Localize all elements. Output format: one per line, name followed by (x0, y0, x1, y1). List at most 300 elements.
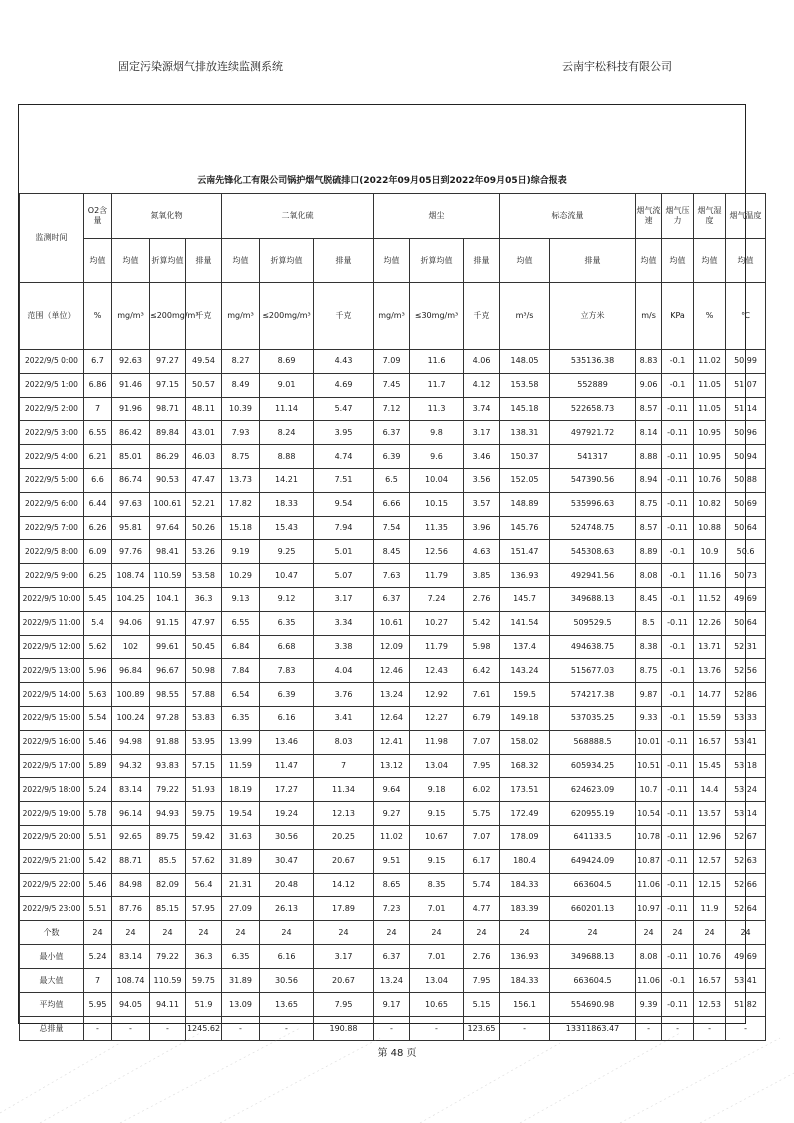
table-cell: 10.01 (636, 730, 662, 754)
table-cell: 91.46 (112, 373, 150, 397)
table-cell: 7.61 (464, 683, 500, 707)
sub-dust-emission: 排量 (464, 239, 500, 283)
table-cell: 86.29 (150, 445, 186, 469)
table-cell: 8.24 (260, 421, 314, 445)
table-cell: 7.63 (374, 564, 410, 588)
row-time: 2022/9/5 8:00 (20, 540, 84, 564)
table-cell: 59.42 (186, 825, 222, 849)
table-cell: 96.67 (150, 659, 186, 683)
table-cell: 5.89 (84, 754, 112, 778)
table-cell: 110.59 (150, 564, 186, 588)
summary-cell: 108.74 (112, 969, 150, 993)
row-time: 2022/9/5 17:00 (20, 754, 84, 778)
table-cell: 13.99 (222, 730, 260, 754)
table-cell: 99.61 (150, 635, 186, 659)
table-row (20, 350, 766, 374)
table-cell: 8.45 (636, 587, 662, 611)
summary-cell: -0.11 (662, 945, 694, 969)
table-cell: 660201.13 (550, 897, 636, 921)
table-cell: 6.16 (260, 706, 314, 730)
table-cell: 52.66 (726, 873, 766, 897)
table-cell: 10.61 (374, 611, 410, 635)
table-cell: 148.05 (500, 350, 550, 374)
table-cell: 7.07 (464, 825, 500, 849)
table-cell: -0.11 (662, 778, 694, 802)
table-cell: 16.57 (694, 730, 726, 754)
table-cell: 9.6 (410, 445, 464, 469)
table-cell: 21.31 (222, 873, 260, 897)
table-cell: 10.15 (410, 492, 464, 516)
table-cell: 13.24 (374, 683, 410, 707)
table-cell: -0.11 (662, 516, 694, 540)
table-cell: 91.88 (150, 730, 186, 754)
table-cell: 6.66 (374, 492, 410, 516)
table-cell: 84.98 (112, 873, 150, 897)
table-cell: 57.95 (186, 897, 222, 921)
table-cell: 5.54 (84, 706, 112, 730)
table-cell: 6.35 (222, 706, 260, 730)
table-cell: 10.9 (694, 540, 726, 564)
table-cell: 7 (84, 397, 112, 421)
table-cell: 6.37 (374, 587, 410, 611)
table-cell: 10.82 (694, 492, 726, 516)
table-row (20, 778, 766, 802)
table-cell: 50.99 (726, 350, 766, 374)
unit-so2-avg: mg/m³ (222, 283, 260, 350)
row-time: 2022/9/5 20:00 (20, 825, 84, 849)
table-cell: 85.15 (150, 897, 186, 921)
table-cell: 17.82 (222, 492, 260, 516)
summary-cell: 94.05 (112, 993, 150, 1017)
table-cell: 49.69 (726, 587, 766, 611)
summary-cell: - (726, 1017, 766, 1041)
table-cell: 9.33 (636, 706, 662, 730)
table-cell: 100.89 (112, 683, 150, 707)
table-cell: 152.05 (500, 468, 550, 492)
table-row (20, 659, 766, 683)
row-time: 2022/9/5 4:00 (20, 445, 84, 469)
summary-cell: 20.67 (314, 969, 374, 993)
summary-cell: 663604.5 (550, 969, 636, 993)
table-cell: 10.87 (636, 849, 662, 873)
table-cell: 11.02 (374, 825, 410, 849)
summary-cell: 349688.13 (550, 945, 636, 969)
table-cell: 86.74 (112, 468, 150, 492)
table-cell: 5.63 (84, 683, 112, 707)
col-nox: 氮氧化物 (112, 194, 222, 239)
table-row (20, 825, 766, 849)
table-cell: 6.39 (260, 683, 314, 707)
table-cell: 52.56 (726, 659, 766, 683)
table-cell: 86.42 (112, 421, 150, 445)
summary-cell: - (84, 1017, 112, 1041)
row-time: 2022/9/5 21:00 (20, 849, 84, 873)
table-cell: 9.19 (222, 540, 260, 564)
table-cell: 50.88 (726, 468, 766, 492)
summary-cell: 11.06 (636, 969, 662, 993)
table-cell: 52.31 (726, 635, 766, 659)
table-cell: 149.18 (500, 706, 550, 730)
table-cell: 12.26 (694, 611, 726, 635)
table-cell: 6.6 (84, 468, 112, 492)
unit-dust-emission: 千克 (464, 283, 500, 350)
table-cell: 12.57 (694, 849, 726, 873)
table-row (20, 540, 766, 564)
row-time: 2022/9/5 11:00 (20, 611, 84, 635)
table-cell: 49.54 (186, 350, 222, 374)
summary-cell: 94.11 (150, 993, 186, 1017)
unit-so2-converted: ≤200mg/m³ (260, 283, 314, 350)
table-cell: 92.63 (112, 350, 150, 374)
table-cell: 94.06 (112, 611, 150, 635)
table-cell: 13.57 (694, 802, 726, 826)
unit-nox-converted: ≤200mg/m³ (150, 283, 186, 350)
table-cell: 8.45 (374, 540, 410, 564)
table-cell: 7.07 (464, 730, 500, 754)
table-cell: 5.98 (464, 635, 500, 659)
table-cell: 11.47 (260, 754, 314, 778)
col-o2: O2含量 (84, 194, 112, 239)
table-cell: 3.38 (314, 635, 374, 659)
table-cell: 6.02 (464, 778, 500, 802)
summary-cell: 24 (222, 921, 260, 945)
table-cell: 8.57 (636, 516, 662, 540)
sub-nox-converted: 折算均值 (150, 239, 186, 283)
table-cell: 50.64 (726, 611, 766, 635)
table-cell: 4.69 (314, 373, 374, 397)
summary-cell: 6.37 (374, 945, 410, 969)
table-cell: 8.27 (222, 350, 260, 374)
table-cell: 4.43 (314, 350, 374, 374)
table-cell: 158.02 (500, 730, 550, 754)
table-cell: 5.24 (84, 778, 112, 802)
summary-cell: 13.24 (374, 969, 410, 993)
table-cell: 7.01 (410, 897, 464, 921)
table-cell: 7.83 (260, 659, 314, 683)
summary-cell: 3.17 (314, 945, 374, 969)
summary-cell: 554690.98 (550, 993, 636, 1017)
table-cell: 85.01 (112, 445, 150, 469)
table-cell: 91.96 (112, 397, 150, 421)
sub-so2-converted: 折算均值 (260, 239, 314, 283)
row-time: 2022/9/5 12:00 (20, 635, 84, 659)
table-cell: 14.21 (260, 468, 314, 492)
table-cell: -0.1 (662, 373, 694, 397)
summary-row (20, 993, 766, 1017)
table-cell: 12.43 (410, 659, 464, 683)
summary-cell: 13311863.47 (550, 1017, 636, 1041)
row-time: 2022/9/5 6:00 (20, 492, 84, 516)
sub-so2-avg: 均值 (222, 239, 260, 283)
summary-cell: 10.65 (410, 993, 464, 1017)
table-cell: 8.57 (636, 397, 662, 421)
table-cell: 522658.73 (550, 397, 636, 421)
table-cell: -0.11 (662, 730, 694, 754)
summary-label: 最小值 (20, 945, 84, 969)
table-cell: -0.11 (662, 421, 694, 445)
table-cell: -0.11 (662, 492, 694, 516)
table-row (20, 706, 766, 730)
table-cell: 141.54 (500, 611, 550, 635)
table-cell: 4.63 (464, 540, 500, 564)
table-row (20, 611, 766, 635)
table-cell: 6.84 (222, 635, 260, 659)
table-cell: 6.5 (374, 468, 410, 492)
table-cell: -0.1 (662, 683, 694, 707)
sub-humidity-avg: 均值 (694, 239, 726, 283)
table-cell: 11.9 (694, 897, 726, 921)
summary-cell: 30.56 (260, 969, 314, 993)
table-cell: 11.6 (410, 350, 464, 374)
summary-row (20, 945, 766, 969)
table-row (20, 754, 766, 778)
table-cell: 552889 (550, 373, 636, 397)
header-row-units (20, 283, 766, 350)
report-title: 云南先锋化工有限公司锅护烟气脱硫排口(2022年09月05日到2022年09月05日)综合报表 (197, 176, 567, 186)
table-cell: 53.58 (186, 564, 222, 588)
table-cell: 51.07 (726, 373, 766, 397)
table-cell: 50.94 (726, 445, 766, 469)
table-cell: 50.45 (186, 635, 222, 659)
table-cell: 18.33 (260, 492, 314, 516)
table-cell: 6.37 (374, 421, 410, 445)
table-cell: 568888.5 (550, 730, 636, 754)
table-cell: 51.93 (186, 778, 222, 802)
table-cell: 12.41 (374, 730, 410, 754)
table-cell: 14.77 (694, 683, 726, 707)
table-cell: 15.59 (694, 706, 726, 730)
table-cell: 9.18 (410, 778, 464, 802)
row-time: 2022/9/5 7:00 (20, 516, 84, 540)
summary-cell: 36.3 (186, 945, 222, 969)
table-cell: 12.56 (410, 540, 464, 564)
summary-cell: 8.08 (636, 945, 662, 969)
table-cell: 9.13 (222, 587, 260, 611)
range-label: 范围（单位） (20, 283, 84, 350)
table-cell: 12.96 (694, 825, 726, 849)
table-cell: 3.56 (464, 468, 500, 492)
summary-cell: 2.76 (464, 945, 500, 969)
table-cell: -0.1 (662, 350, 694, 374)
table-cell: 3.76 (314, 683, 374, 707)
table-row (20, 873, 766, 897)
table-cell: 52.64 (726, 897, 766, 921)
table-cell: 53.95 (186, 730, 222, 754)
summary-cell: 24 (150, 921, 186, 945)
table-cell: 51.14 (726, 397, 766, 421)
table-cell: 6.35 (260, 611, 314, 635)
table-cell: 5.45 (84, 587, 112, 611)
unit-velocity: m/s (636, 283, 662, 350)
summary-cell: 12.53 (694, 993, 726, 1017)
table-cell: 4.77 (464, 897, 500, 921)
table-cell: 3.46 (464, 445, 500, 469)
table-cell: 104.1 (150, 587, 186, 611)
sub-flow-emission: 排量 (550, 239, 636, 283)
table-cell: 36.3 (186, 587, 222, 611)
table-cell: 97.15 (150, 373, 186, 397)
col-flow: 标态流量 (500, 194, 636, 239)
table-cell: 97.63 (112, 492, 150, 516)
table-cell: 13.73 (222, 468, 260, 492)
page-number: 第 48 页 (377, 1048, 417, 1059)
table-row (20, 587, 766, 611)
summary-row (20, 921, 766, 945)
table-cell: 545308.63 (550, 540, 636, 564)
table-cell: 85.5 (150, 849, 186, 873)
table-cell: 8.14 (636, 421, 662, 445)
table-cell: 13.12 (374, 754, 410, 778)
table-cell: 5.75 (464, 802, 500, 826)
table-cell: 87.76 (112, 897, 150, 921)
summary-cell: 156.1 (500, 993, 550, 1017)
table-cell: 7.54 (374, 516, 410, 540)
summary-cell: 1245.62 (186, 1017, 222, 1041)
summary-cell: - (112, 1017, 150, 1041)
table-cell: 8.49 (222, 373, 260, 397)
summary-label: 最大值 (20, 969, 84, 993)
unit-so2-emission: 千克 (314, 283, 374, 350)
table-cell: 5.42 (464, 611, 500, 635)
table-cell: 13.04 (410, 754, 464, 778)
table-cell: 172.49 (500, 802, 550, 826)
table-row (20, 849, 766, 873)
table-cell: 8.75 (636, 492, 662, 516)
table-row (20, 897, 766, 921)
table-row (20, 802, 766, 826)
summary-cell: 13.09 (222, 993, 260, 1017)
table-cell: 52.67 (726, 825, 766, 849)
table-cell: 7.23 (374, 897, 410, 921)
table-cell: 8.88 (636, 445, 662, 469)
table-cell: 31.89 (222, 849, 260, 873)
summary-cell: - (150, 1017, 186, 1041)
table-cell: 8.65 (374, 873, 410, 897)
header-company-name: 云南宇松科技有限公司 (562, 60, 672, 73)
table-cell: 11.3 (410, 397, 464, 421)
table-cell: 12.15 (694, 873, 726, 897)
table-cell: 515677.03 (550, 659, 636, 683)
table-cell: 5.74 (464, 873, 500, 897)
table-cell: 9.25 (260, 540, 314, 564)
table-cell: 15.18 (222, 516, 260, 540)
table-cell: 641133.5 (550, 825, 636, 849)
table-cell: 94.93 (150, 802, 186, 826)
col-pressure: 烟气压力 (662, 194, 694, 239)
table-cell: 93.83 (150, 754, 186, 778)
table-cell: 52.63 (726, 849, 766, 873)
table-cell: 57.62 (186, 849, 222, 873)
table-cell: 6.09 (84, 540, 112, 564)
table-cell: 4.04 (314, 659, 374, 683)
summary-cell: 5.15 (464, 993, 500, 1017)
table-cell: 57.15 (186, 754, 222, 778)
table-cell: 59.75 (186, 802, 222, 826)
header-row-groups (20, 194, 766, 239)
table-cell: 13.46 (260, 730, 314, 754)
table-cell: 53.33 (726, 706, 766, 730)
summary-cell: - (260, 1017, 314, 1041)
table-cell: 537035.25 (550, 706, 636, 730)
table-cell: 15.43 (260, 516, 314, 540)
table-cell: 3.17 (464, 421, 500, 445)
table-cell: 10.88 (694, 516, 726, 540)
sub-flow-avg: 均值 (500, 239, 550, 283)
unit-humidity: % (694, 283, 726, 350)
table-cell: 6.17 (464, 849, 500, 873)
summary-cell: 190.88 (314, 1017, 374, 1041)
sub-so2-emission: 排量 (314, 239, 374, 283)
summary-cell: 6.16 (260, 945, 314, 969)
table-cell: 2.76 (464, 587, 500, 611)
table-cell: 6.55 (222, 611, 260, 635)
summary-cell: 53.41 (726, 969, 766, 993)
table-cell: 94.32 (112, 754, 150, 778)
table-cell: 19.54 (222, 802, 260, 826)
table-cell: 52.86 (726, 683, 766, 707)
row-time: 2022/9/5 14:00 (20, 683, 84, 707)
table-cell: 8.94 (636, 468, 662, 492)
table-cell: -0.11 (662, 445, 694, 469)
summary-cell: 24 (260, 921, 314, 945)
table-cell: 492941.56 (550, 564, 636, 588)
table-cell: 12.27 (410, 706, 464, 730)
table-cell: 151.47 (500, 540, 550, 564)
table-cell: 9.12 (260, 587, 314, 611)
table-cell: 12.92 (410, 683, 464, 707)
table-cell: -0.11 (662, 468, 694, 492)
table-cell: 7.12 (374, 397, 410, 421)
table-cell: 12.64 (374, 706, 410, 730)
table-cell: 547390.56 (550, 468, 636, 492)
table-cell: 11.59 (222, 754, 260, 778)
table-cell: 8.89 (636, 540, 662, 564)
table-row (20, 468, 766, 492)
table-cell: 10.47 (260, 564, 314, 588)
table-cell: 183.39 (500, 897, 550, 921)
table-cell: 7.93 (222, 421, 260, 445)
table-cell: 11.52 (694, 587, 726, 611)
col-humidity: 烟气湿度 (694, 194, 726, 239)
table-cell: 663604.5 (550, 873, 636, 897)
summary-cell: 24 (726, 921, 766, 945)
row-time: 2022/9/5 3:00 (20, 421, 84, 445)
table-cell: 9.64 (374, 778, 410, 802)
table-cell: 8.75 (222, 445, 260, 469)
table-cell: 6.54 (222, 683, 260, 707)
row-time: 2022/9/5 13:00 (20, 659, 84, 683)
table-cell: 173.51 (500, 778, 550, 802)
table-cell: 6.21 (84, 445, 112, 469)
table-cell: 10.51 (636, 754, 662, 778)
table-cell: 8.88 (260, 445, 314, 469)
table-cell: 100.61 (150, 492, 186, 516)
unit-nox-avg: mg/m³ (112, 283, 150, 350)
table-cell: 11.02 (694, 350, 726, 374)
header-system-name: 固定污染源烟气排放连续监测系统 (118, 60, 283, 73)
table-cell: 94.98 (112, 730, 150, 754)
table-cell: 5.4 (84, 611, 112, 635)
table-cell: 9.15 (410, 802, 464, 826)
table-cell: 11.16 (694, 564, 726, 588)
summary-cell: 24 (314, 921, 374, 945)
summary-cell: -0.11 (662, 993, 694, 1017)
summary-label: 平均值 (20, 993, 84, 1017)
table-cell: 96.84 (112, 659, 150, 683)
table-cell: 148.89 (500, 492, 550, 516)
table-cell: 9.87 (636, 683, 662, 707)
table-cell: 100.24 (112, 706, 150, 730)
